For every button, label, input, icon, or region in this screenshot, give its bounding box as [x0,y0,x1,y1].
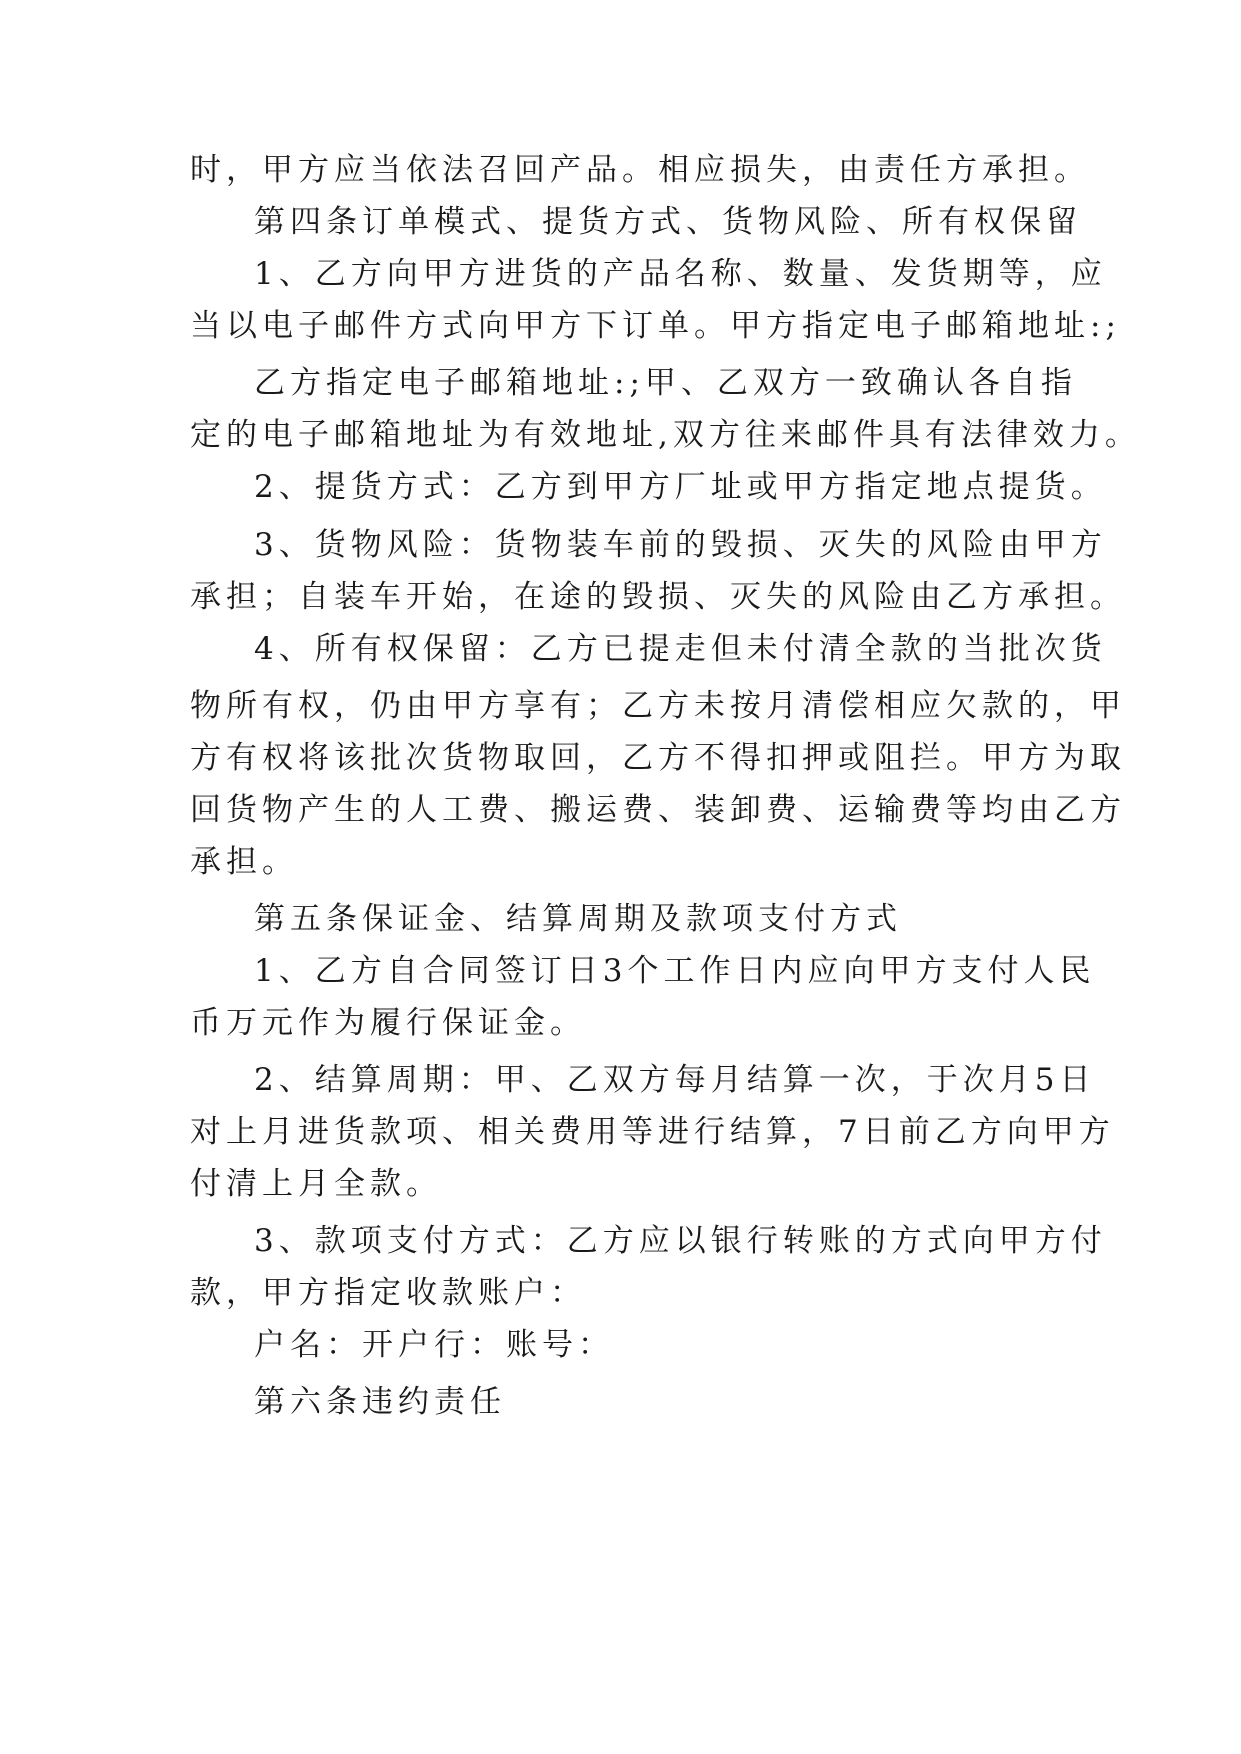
text-line: 时，甲方应当依法召回产品。相应损失，由责任方承担。 [190,152,1090,188]
text-line: 币万元作为履行保证金。 [190,1005,586,1041]
text-line: 付清上月全款。 [190,1166,442,1202]
text-line: 1、乙方自合同签订日3个工作日内应向甲方支付人民 [254,953,1096,989]
text-line: 当以电子邮件方式向甲方下订单。甲方指定电子邮箱地址:; [190,308,1121,344]
text-line: 3、款项支付方式：乙方应以银行转账的方式向甲方付 [254,1223,1107,1259]
text-line: 物所有权，仍由甲方享有；乙方未按月清偿相应欠款的，甲 [190,688,1126,724]
text-line: 方有权将该批次货物取回，乙方不得扣押或阻拦。甲方为取 [190,740,1126,776]
text-line: 2、结算周期：甲、乙双方每月结算一次，于次月5日 [254,1062,1096,1098]
text-line: 乙方指定电子邮箱地址:;甲、乙双方一致确认各自指 [254,365,1077,401]
text-line: 3、货物风险：货物装车前的毁损、灭失的风险由甲方 [254,527,1107,563]
text-line: 定的电子邮箱地址为有效地址,双方往来邮件具有法律效力。 [190,417,1141,453]
section-heading: 第四条订单模式、提货方式、货物风险、所有权保留 [254,204,1082,240]
text-line: 1、乙方向甲方进货的产品名称、数量、发货期等，应 [254,256,1107,292]
text-line: 户名：开户行：账号： [254,1327,614,1363]
text-line: 对上月进货款项、相关费用等进行结算，7日前乙方向甲方 [190,1114,1115,1150]
section-heading: 第五条保证金、结算周期及款项支付方式 [254,901,902,937]
text-line: 回货物产生的人工费、搬运费、装卸费、运输费等均由乙方 [190,792,1126,828]
text-line: 款，甲方指定收款账户： [190,1275,586,1311]
text-line: 承担。 [190,844,298,880]
text-line: 承担；自装车开始，在途的毁损、灭失的风险由乙方承担。 [190,579,1126,615]
text-line: 4、所有权保留：乙方已提走但未付清全款的当批次货 [254,631,1107,667]
section-heading: 第六条违约责任 [254,1384,506,1420]
text-line: 2、提货方式：乙方到甲方厂址或甲方指定地点提货。 [254,469,1107,505]
